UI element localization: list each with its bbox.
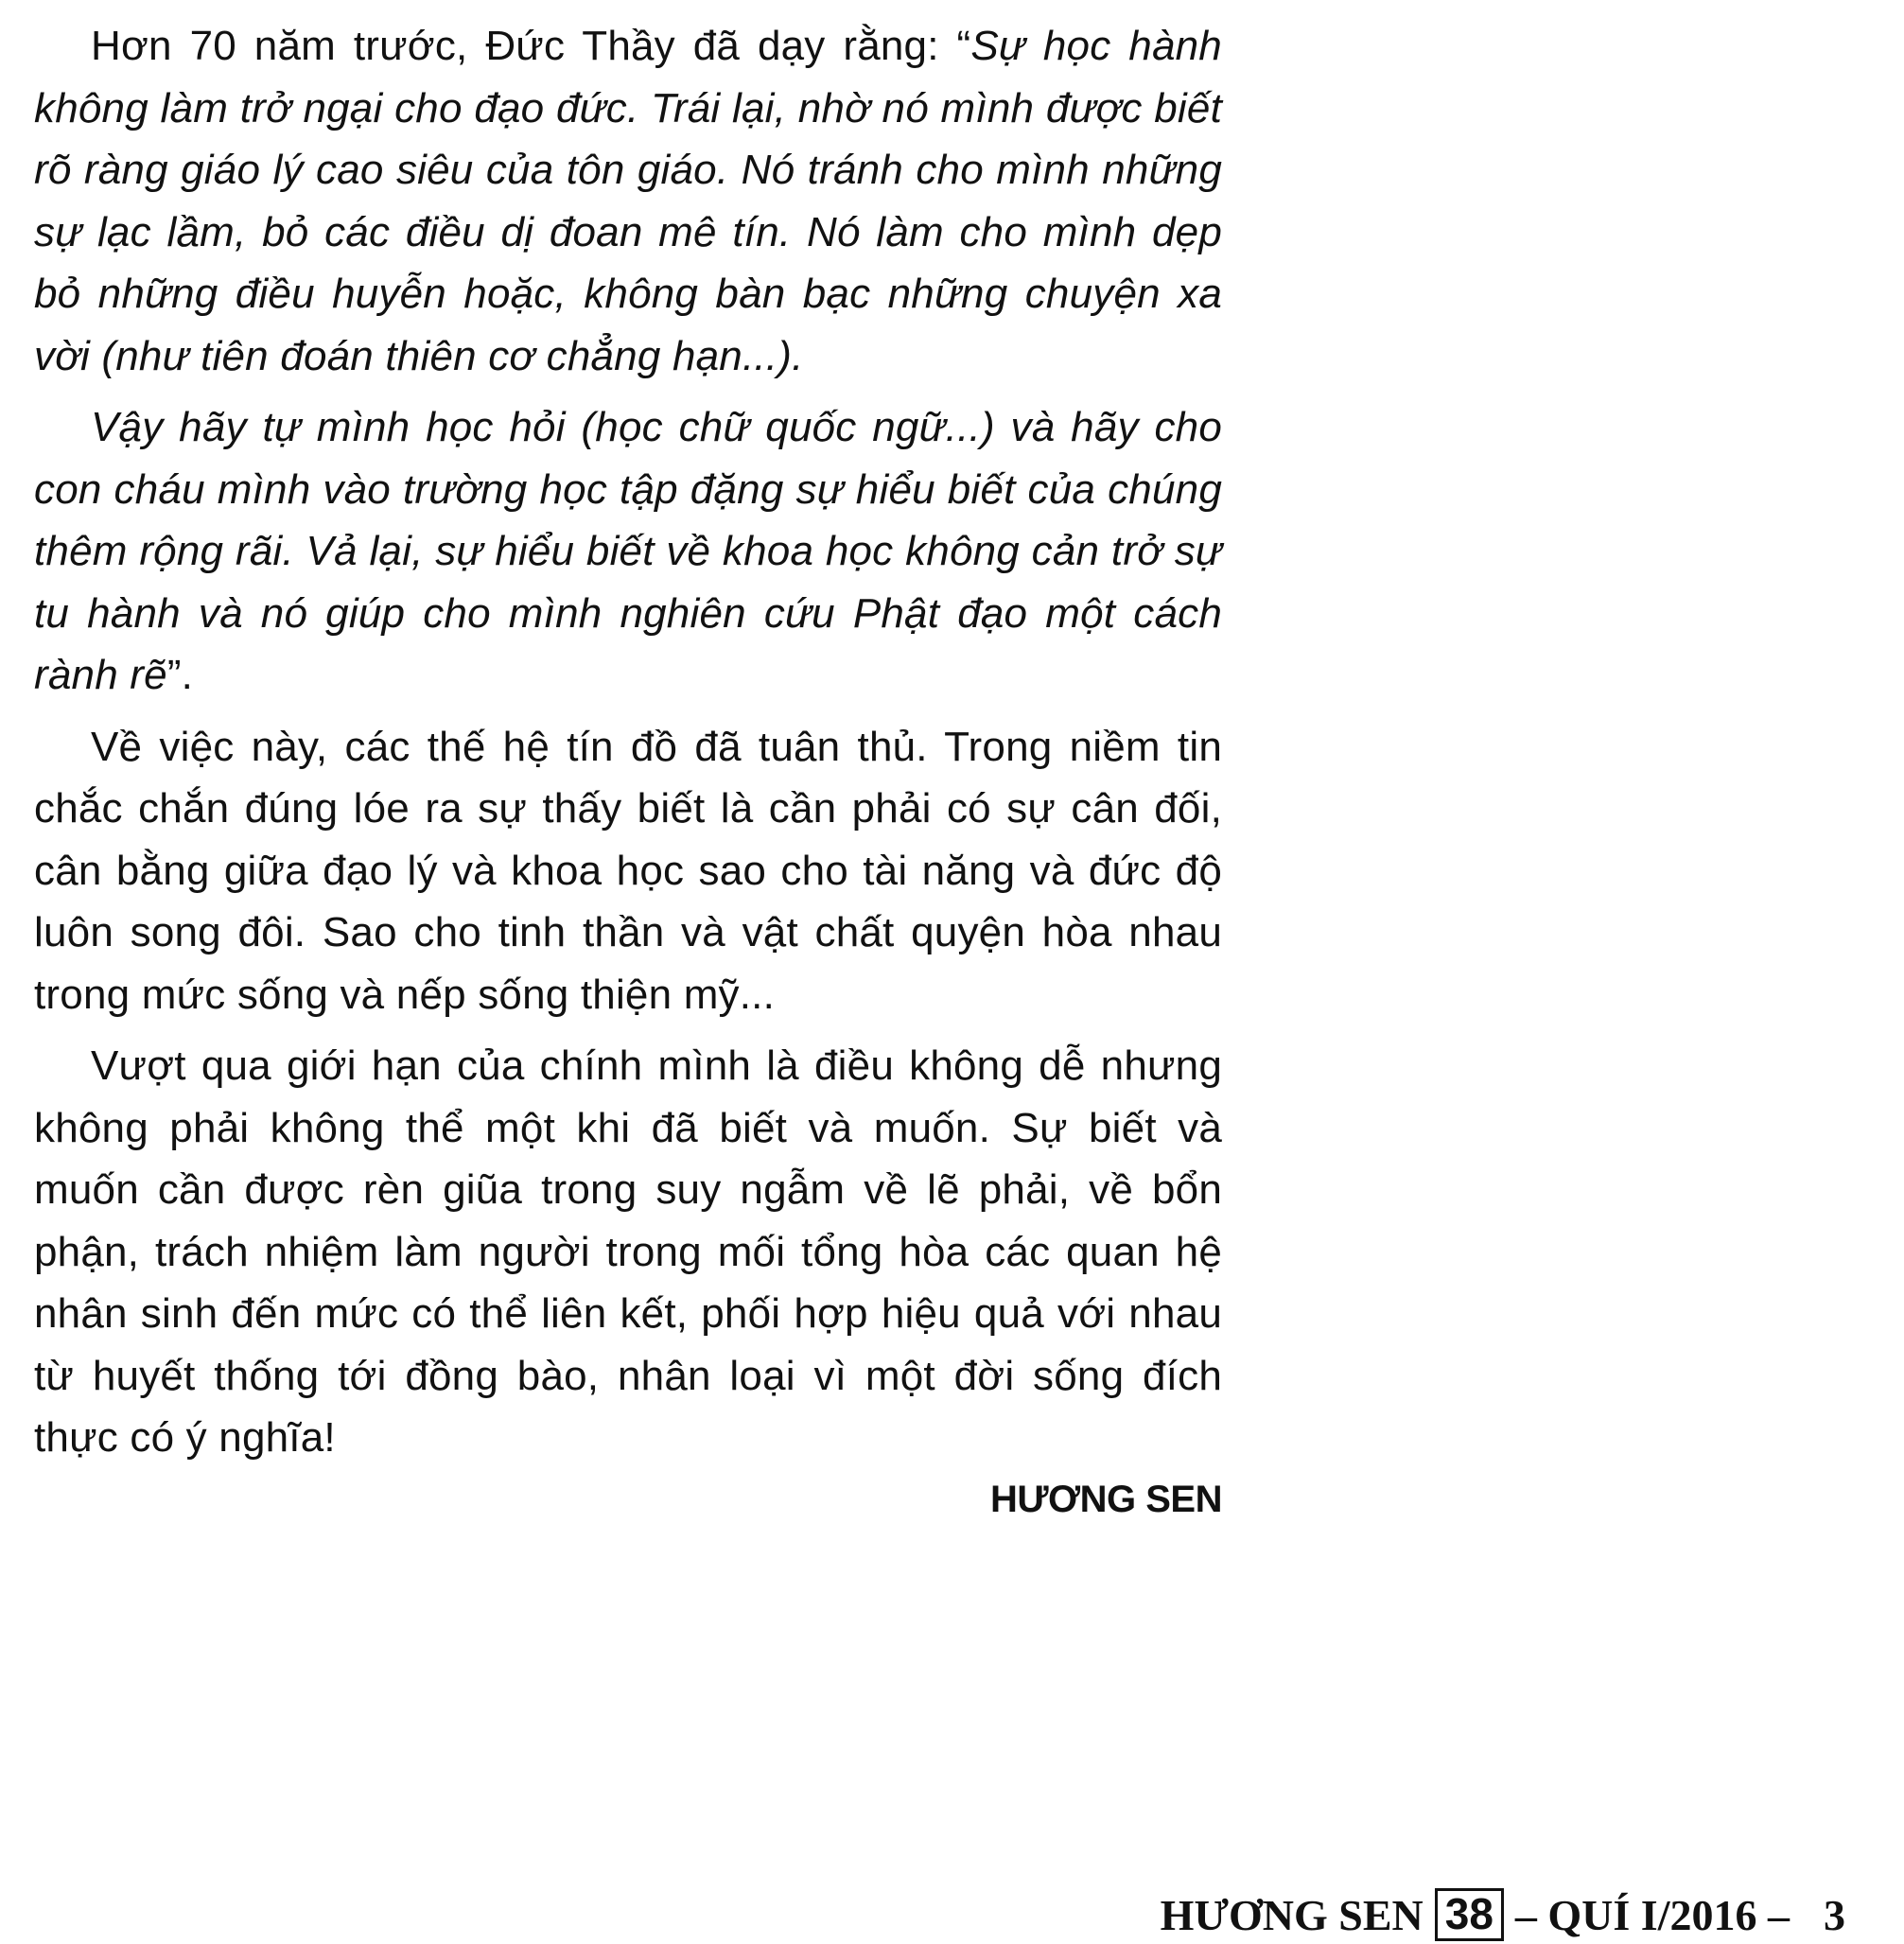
quote-close: ”.	[166, 652, 194, 698]
quote-part-2: Vậy hãy tự mình học hỏi (học chữ quốc ngữ...) và hãy cho con cháu mình vào trường học tập đặng sự hiểu biết của chúng thêm rộng rãi. Vả lại, sự hiểu biết về khoa học không cản trở sự tu hành và nó giúp cho mình nghiên cứu Phật đạo một cách rành rẽ	[34, 404, 1222, 698]
paragraph-4: Vượt qua giới hạn của chính mình là điều không dễ nhưng không phải không thể một khi đã biết và muốn. Sự biết và muốn cần được rèn giũa trong suy ngẫm về lẽ phải, về bổn phận, trách nhiệm làm người trong mối tổng hòa các quan hệ nhân sinh đến mức có thể liên kết, phối hợp hiệu quả với nhau từ huyết thống tới đồng bào, nhân loại vì một đời sống đích thực có ý nghĩa!	[34, 1042, 1222, 1461]
footer-magazine-name: HƯƠNG SEN	[1160, 1890, 1424, 1939]
page-footer	[1161, 1888, 1845, 1941]
quote-part-1: Sự học hành không làm trở ngại cho đạo đức. Trái lại, nhờ nó mình được biết rõ ràng giáo lý cao siêu của tôn giáo. Nó tránh cho mình những sự lạc lầm, bỏ các điều dị đoan mê tín. Nó làm cho mình dẹp bỏ những điều huyễn hoặc, không bàn bạc những chuyện xa vời (như tiên đoán thiên cơ chẳng hạn...).	[34, 23, 1222, 379]
issue-number-box: 38	[1435, 1888, 1504, 1941]
paragraph-2	[34, 396, 1222, 707]
paragraph-3: Về việc này, các thế hệ tín đồ đã tuân thủ. Trong niềm tin chắc chắn đúng lóe ra sự thấy biết là cần phải có sự cân đối, cân bằng giữa đạo lý và khoa học sao cho tài năng và đức độ luôn song đôi. Sao cho tinh thần và vật chất quyện hòa nhau trong mức sống và nếp sống thiện mỹ...	[34, 723, 1222, 1018]
footer-period: – QUÍ I/2016 –	[1514, 1890, 1790, 1939]
page-number: 3	[1824, 1890, 1845, 1939]
article-body	[34, 15, 1222, 1521]
paragraph-1-lead: Hơn 70 năm trước, Đức Thầy đã dạy rằng: “	[91, 23, 971, 69]
paragraph-1	[34, 15, 1222, 387]
author-signature: HƯƠNG SEN	[989, 1478, 1222, 1520]
